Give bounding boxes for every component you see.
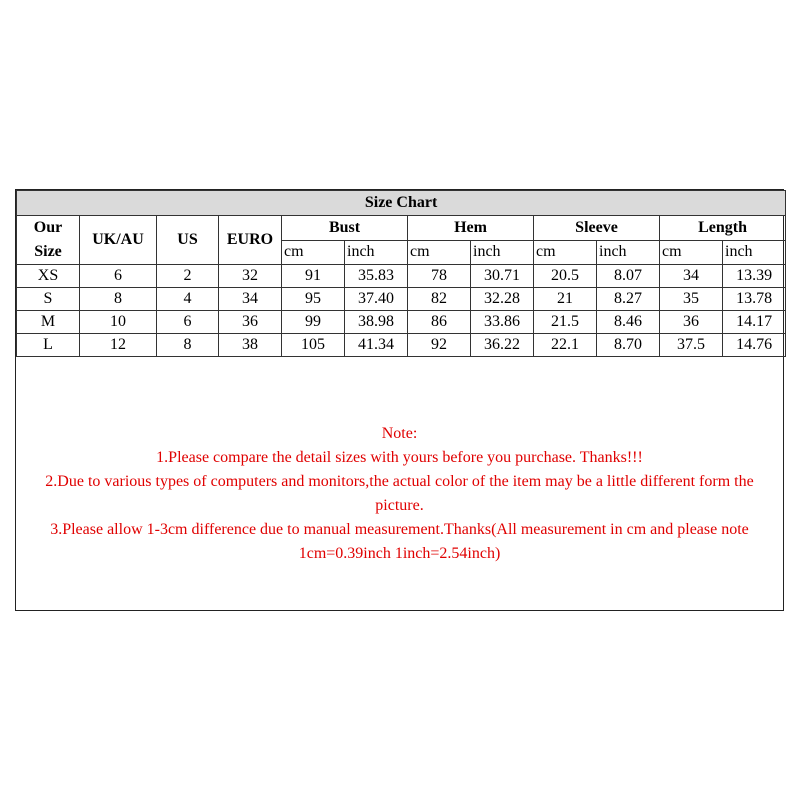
cell: 36	[219, 311, 282, 334]
notes-section	[16, 422, 783, 566]
cell: 92	[408, 334, 471, 357]
unit-cm: cm	[282, 240, 345, 265]
note-line-3: 3.Please allow 1-3cm difference due to manual measurement.Thanks(All measurement in cm and please note 1cm=0.39inch 1inch=2.54inch)	[50, 521, 749, 562]
unit-inch: inch	[723, 240, 786, 265]
cell: 32	[219, 265, 282, 288]
cell: 14.76	[723, 334, 786, 357]
cell: L	[17, 334, 80, 357]
cell: 99	[282, 311, 345, 334]
header-our-size: Our Size	[17, 216, 80, 265]
cell: 34	[660, 265, 723, 288]
header-uk-au: UK/AU	[80, 216, 157, 265]
table-title: Size Chart	[17, 191, 786, 216]
cell: 13.39	[723, 265, 786, 288]
cell: 14.17	[723, 311, 786, 334]
unit-inch: inch	[597, 240, 660, 265]
cell: 13.78	[723, 288, 786, 311]
unit-inch: inch	[345, 240, 408, 265]
note-heading: Note:	[381, 425, 418, 442]
cell: 2	[157, 265, 219, 288]
cell: 8	[157, 334, 219, 357]
table-row	[17, 288, 786, 311]
cell: 86	[408, 311, 471, 334]
unit-cm: cm	[534, 240, 597, 265]
header-hem: Hem	[408, 216, 534, 241]
cell: 20.5	[534, 265, 597, 288]
cell: 6	[80, 265, 157, 288]
table-row	[17, 311, 786, 334]
header-euro: EURO	[219, 216, 282, 265]
cell: 22.1	[534, 334, 597, 357]
cell: 38	[219, 334, 282, 357]
cell: 10	[80, 311, 157, 334]
cell: 21	[534, 288, 597, 311]
cell: 32.28	[471, 288, 534, 311]
cell: 6	[157, 311, 219, 334]
cell: 78	[408, 265, 471, 288]
header-sleeve: Sleeve	[534, 216, 660, 241]
cell: 4	[157, 288, 219, 311]
unit-inch: inch	[471, 240, 534, 265]
cell: 8.46	[597, 311, 660, 334]
cell: M	[17, 311, 80, 334]
cell: 36.22	[471, 334, 534, 357]
cell: 37.5	[660, 334, 723, 357]
unit-cm: cm	[660, 240, 723, 265]
table-row	[17, 265, 786, 288]
cell: 41.34	[345, 334, 408, 357]
header-bust: Bust	[282, 216, 408, 241]
cell: 21.5	[534, 311, 597, 334]
header-us: US	[157, 216, 219, 265]
unit-cm: cm	[408, 240, 471, 265]
cell: 8.70	[597, 334, 660, 357]
cell: 37.40	[345, 288, 408, 311]
cell: 38.98	[345, 311, 408, 334]
cell: 33.86	[471, 311, 534, 334]
cell: 82	[408, 288, 471, 311]
size-table	[16, 190, 786, 357]
note-line-2: 2.Due to various types of computers and monitors,the actual color of the item may be a little different form the picture.	[45, 473, 754, 514]
cell: 12	[80, 334, 157, 357]
table-row	[17, 334, 786, 357]
cell: 35.83	[345, 265, 408, 288]
cell: 8	[80, 288, 157, 311]
size-chart	[15, 189, 784, 611]
cell: 91	[282, 265, 345, 288]
cell: S	[17, 288, 80, 311]
cell: 35	[660, 288, 723, 311]
cell: 95	[282, 288, 345, 311]
cell: 36	[660, 311, 723, 334]
cell: 8.07	[597, 265, 660, 288]
cell: 105	[282, 334, 345, 357]
cell: 30.71	[471, 265, 534, 288]
cell: 34	[219, 288, 282, 311]
note-line-1: 1.Please compare the detail sizes with yours before you purchase. Thanks!!!	[156, 449, 643, 466]
cell: XS	[17, 265, 80, 288]
cell: 8.27	[597, 288, 660, 311]
header-length: Length	[660, 216, 786, 241]
